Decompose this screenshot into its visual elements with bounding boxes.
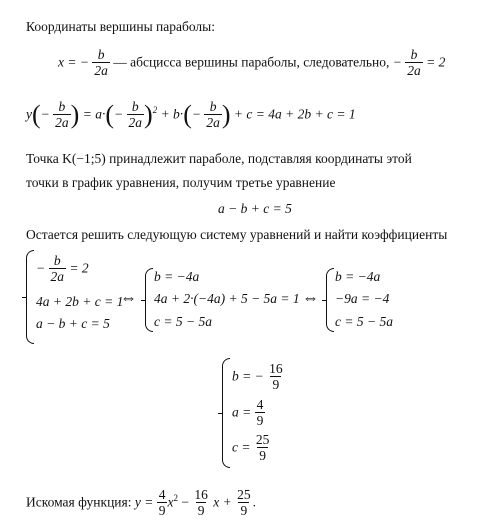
equivalence-arrow-1: ⇔ (120, 288, 137, 307)
fraction-25-9: $\frac{25}{9}$ (237, 487, 251, 519)
solution-a: a = $\frac{4}{9}$ (232, 397, 264, 429)
vertex-y-formula: y(− $\frac{b}{2a}$ ) = a·(− $\frac{b}{2a}$ )$^2$ + b·(− $\frac{b}{2a}$ ) + c = 4a + 2b + c = 1 (26, 99, 356, 131)
fraction-a-value: $\frac{4}{9}$ (256, 397, 264, 429)
system2-row3: c = 5 − 5a (154, 314, 212, 329)
system3-row2: −9a = −4 (335, 291, 390, 306)
fraction-sys1: $\frac{b}{2a}$ (50, 253, 64, 285)
brace-system-3 (326, 268, 334, 332)
fraction-b-value: $\frac{16}{9}$ (269, 361, 283, 393)
third-equation: a − b + c = 5 (218, 201, 292, 216)
fraction-linear: $\frac{b}{2a}$ (206, 99, 220, 131)
solve-system-text: Остается решить следующую систему уравнений и найти коэффициенты (26, 227, 448, 242)
system3-row1: b = −4a (335, 269, 381, 284)
fraction-4-9: $\frac{4}{9}$ (158, 487, 166, 519)
answer-label: Искомая функция: (26, 494, 135, 510)
solution-b: b = − $\frac{16}{9}$ (232, 361, 283, 393)
solution-c: c = $\frac{25}{9}$ (232, 432, 270, 464)
point-k-text-line1: Точка K(−1;5) принадлежит параболе, подставляя координаты этой (26, 151, 412, 166)
fraction-b-2a: $\frac{b}{2a}$ (94, 47, 108, 79)
answer-line: Искомая функция: y = $\frac{4}{9}$ $x^2$ − $\frac{16}{9}$ x + $\frac{25}{9}$ . (26, 487, 256, 519)
fraction-c-value: $\frac{25}{9}$ (255, 432, 270, 464)
system2-row2: 4a + 2·(−4a) + 5 − 5a = 1 (154, 291, 300, 306)
heading: Координаты вершины параболы: (26, 19, 215, 34)
fraction-squared: $\frac{b}{2a}$ (128, 99, 143, 131)
equivalence-arrow-2: ⇔ (302, 288, 319, 307)
fraction-y-arg: $\frac{b}{2a}$ (55, 99, 69, 131)
fraction-16-9: $\frac{16}{9}$ (194, 487, 208, 519)
system2-row1: b = −4a (154, 269, 200, 284)
abscissa-text: — абсцисса вершины параболы, следовательно, (113, 54, 393, 70)
x-lhs: x = − (58, 54, 89, 70)
system1-row1: − $\frac{b}{2a}$ = 2 (36, 253, 89, 285)
system1-row3: a − b + c = 5 (36, 316, 110, 331)
system1-row2: 4a + 2b + c = 1 (36, 294, 124, 309)
brace-system-2 (145, 268, 153, 332)
brace-solution (222, 358, 230, 468)
point-k-text-line2: точки в график уравнения, получим третье уравнение (26, 175, 336, 190)
fraction-b-2a-2: $\frac{b}{2a}$ (407, 47, 421, 79)
system3-row3: c = 5 − 5a (335, 314, 393, 329)
brace-system-1 (26, 250, 34, 344)
vertex-x-formula: x = − $\frac{b}{2a}$ — абсцисса вершины параболы, следовательно, − $\frac{b}{2a}$ = 2 (58, 47, 446, 79)
